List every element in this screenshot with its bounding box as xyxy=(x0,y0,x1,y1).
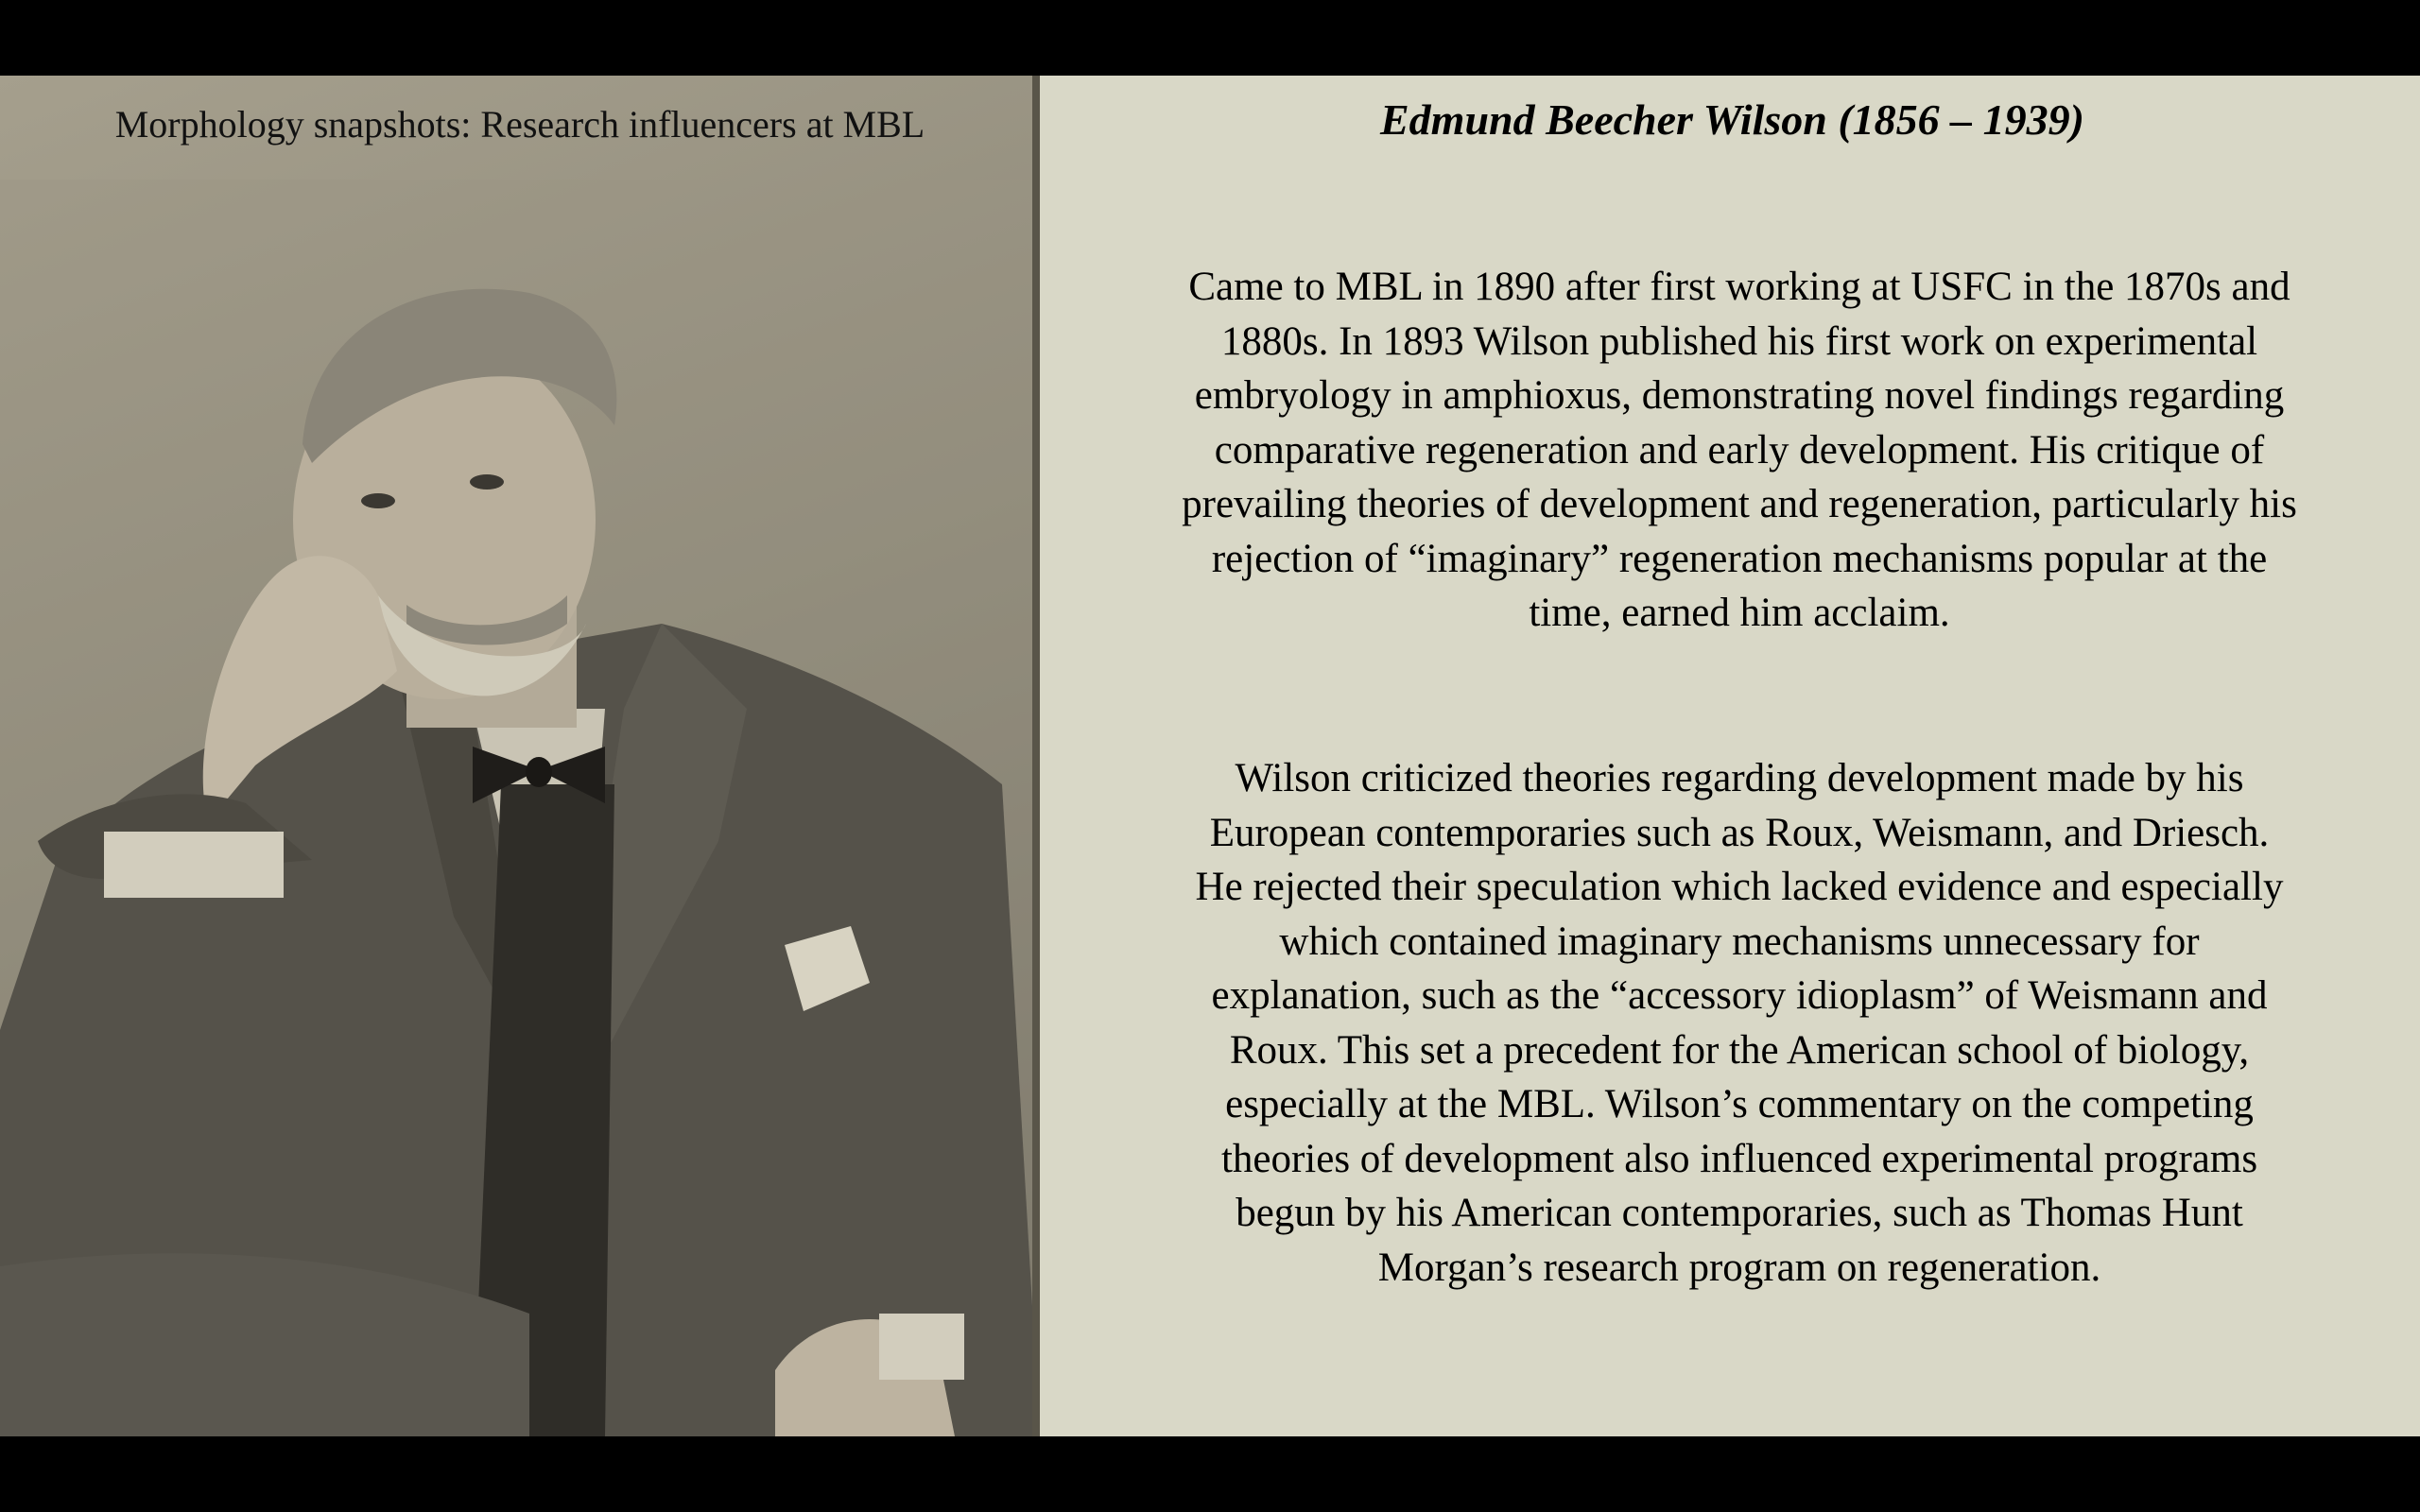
portrait-photo-panel xyxy=(0,76,1040,1436)
portrait-photo xyxy=(0,180,1040,1436)
photo-caption: Morphology snapshots: Research influencers at MBL xyxy=(114,103,925,146)
slide xyxy=(0,76,2420,1436)
text-panel xyxy=(1045,76,2420,1436)
page-title: Edmund Beecher Wilson (1856 – 1939) xyxy=(1379,95,2084,144)
paragraph-2: Wilson criticized theories regarding development made by his European contemporaries such as Roux, Weismann, and Driesch. He rejected their speculation which lacked evidence and especially which contained imaginary mechanisms unnecessary for explanation, such as the “accessory idioplasm” of Weismann and Roux. This set a precedent for the American school of biology, especially at the MBL. Wilson’s commentary on the competing theories of development also influenced experimental programs begun by his American contemporaries, such as Thomas Hunt Morgan’s research program on regeneration. xyxy=(1195,756,2284,1290)
paragraph-1: Came to MBL in 1890 after first working at USFC in the 1870s and 1880s. In 1893 Wilson published his first work on experimental embryology in amphioxus, demonstrating novel findings regarding comparative regeneration and early development. His critique of prevailing theories of development and regeneration, particularly his rejection of “imaginary” regeneration mechanisms popular at the time, earned him acclaim. xyxy=(1182,265,2297,635)
